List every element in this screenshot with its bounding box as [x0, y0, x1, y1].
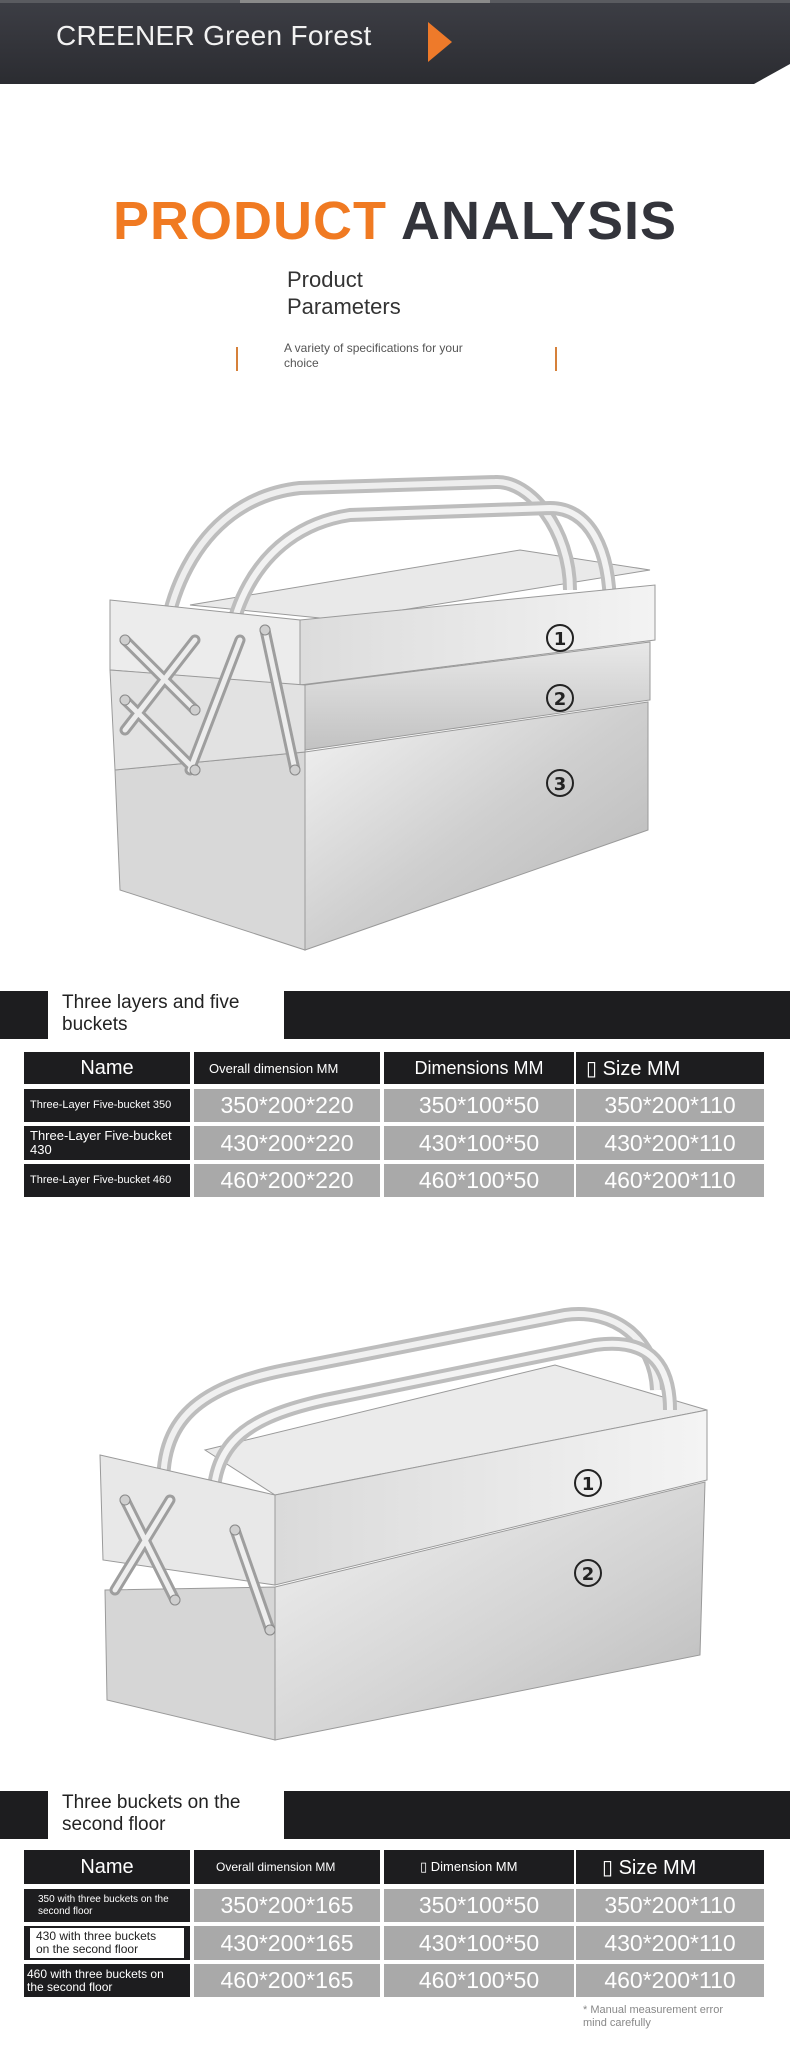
toolbox-three-layer-image	[100, 470, 660, 960]
table1-header-name: Name	[24, 1052, 190, 1084]
table1-header-size: ▯ Size MM	[576, 1052, 764, 1084]
section1-bar-right	[284, 991, 790, 1039]
table1-row1-overall: 350*200*220	[194, 1089, 380, 1122]
table2-header-overall: Overall dimension MM	[194, 1850, 380, 1884]
table2-row3-size: 460*200*110	[576, 1964, 764, 1997]
table1-row2-name: Three-Layer Five-bucket 430	[24, 1126, 190, 1160]
subtitle	[287, 266, 447, 320]
section2-bar-right	[284, 1791, 790, 1839]
table2-row2-dimension: 430*100*50	[384, 1926, 574, 1960]
measurement-note	[583, 2004, 763, 2030]
table2-row2-size: 430*200*110	[576, 1926, 764, 1960]
section1-bar-left	[0, 991, 48, 1039]
table1-row3-size: 460*200*110	[576, 1164, 764, 1197]
table2-row1-overall: 350*200*165	[194, 1889, 380, 1922]
banner-tab-accent	[240, 0, 490, 3]
table1-row3-dimensions: 460*100*50	[384, 1164, 574, 1197]
table2-row3-name: 460 with three buckets on the second floor	[24, 1964, 190, 1997]
table2-header-dimension: ▯ Dimension MM	[384, 1850, 574, 1884]
svg-text:2: 2	[553, 689, 567, 710]
subtitle-line2: Parameters	[287, 294, 401, 319]
table1-row1-name: Three-Layer Five-bucket 350	[24, 1089, 190, 1122]
right-tick-mark	[555, 347, 557, 371]
svg-text:3: 3	[553, 774, 567, 795]
table2-row1-dimension: 350*100*50	[384, 1889, 574, 1922]
table1-row1-size: 350*200*110	[576, 1089, 764, 1122]
section1-title-line1: Three layers and five	[62, 992, 240, 1013]
svg-text:1: 1	[553, 629, 567, 650]
page-headline	[0, 190, 790, 252]
table2-row1-name: 350 with three buckets on the second floor	[24, 1889, 190, 1922]
table2-row3-overall: 460*200*165	[194, 1964, 380, 1997]
svg-text:1: 1	[581, 1474, 595, 1495]
subtitle-line1: Product	[287, 267, 363, 292]
section1-title-line2: buckets	[62, 1014, 128, 1035]
table1-row2-overall: 430*200*220	[194, 1126, 380, 1160]
svg-text:2: 2	[581, 1564, 595, 1585]
table1-row3-name: Three-Layer Five-bucket 460	[24, 1164, 190, 1197]
table2-header-name: Name	[24, 1850, 190, 1884]
table1-row1-dimensions: 350*100*50	[384, 1089, 574, 1122]
section1-title	[62, 992, 282, 1036]
table2-row2-overall: 430*200*165	[194, 1926, 380, 1960]
headline-product: PRODUCT	[112, 191, 387, 251]
table2-header-size: ▯ Size MM	[576, 1850, 764, 1884]
table1-row2-dimensions: 430*100*50	[384, 1126, 574, 1160]
left-tick-mark	[236, 347, 238, 371]
table2-row3-dimension: 460*100*50	[384, 1964, 574, 1997]
section2-title	[62, 1792, 282, 1836]
orange-arrow-icon	[428, 22, 452, 62]
brand-title: CREENER Green Forest	[56, 20, 372, 51]
section2-title-line1: Three buckets on the	[62, 1792, 241, 1813]
table1-header-overall: Overall dimension MM	[194, 1052, 380, 1084]
note-line2: mind carefully	[583, 2017, 651, 2029]
subtitle-caption	[284, 341, 504, 371]
table1-header-dimensions: Dimensions MM	[384, 1052, 574, 1084]
table1-row3-overall: 460*200*220	[194, 1164, 380, 1197]
section2-bar-left	[0, 1791, 48, 1839]
caption-line1: A variety of specifications for your	[284, 341, 463, 355]
table2-row1-size: 350*200*110	[576, 1889, 764, 1922]
section2-title-line2: second floor	[62, 1814, 166, 1835]
table1-row2-size: 430*200*110	[576, 1126, 764, 1160]
note-line1: * Manual measurement error	[583, 2004, 724, 2016]
caption-line2: choice	[284, 356, 319, 370]
table2-row2-name: 430 with three buckets on the second floor	[30, 1928, 184, 1958]
toolbox-two-layer-image	[95, 1300, 715, 1760]
headline-analysis: ANALYSIS	[400, 191, 678, 251]
